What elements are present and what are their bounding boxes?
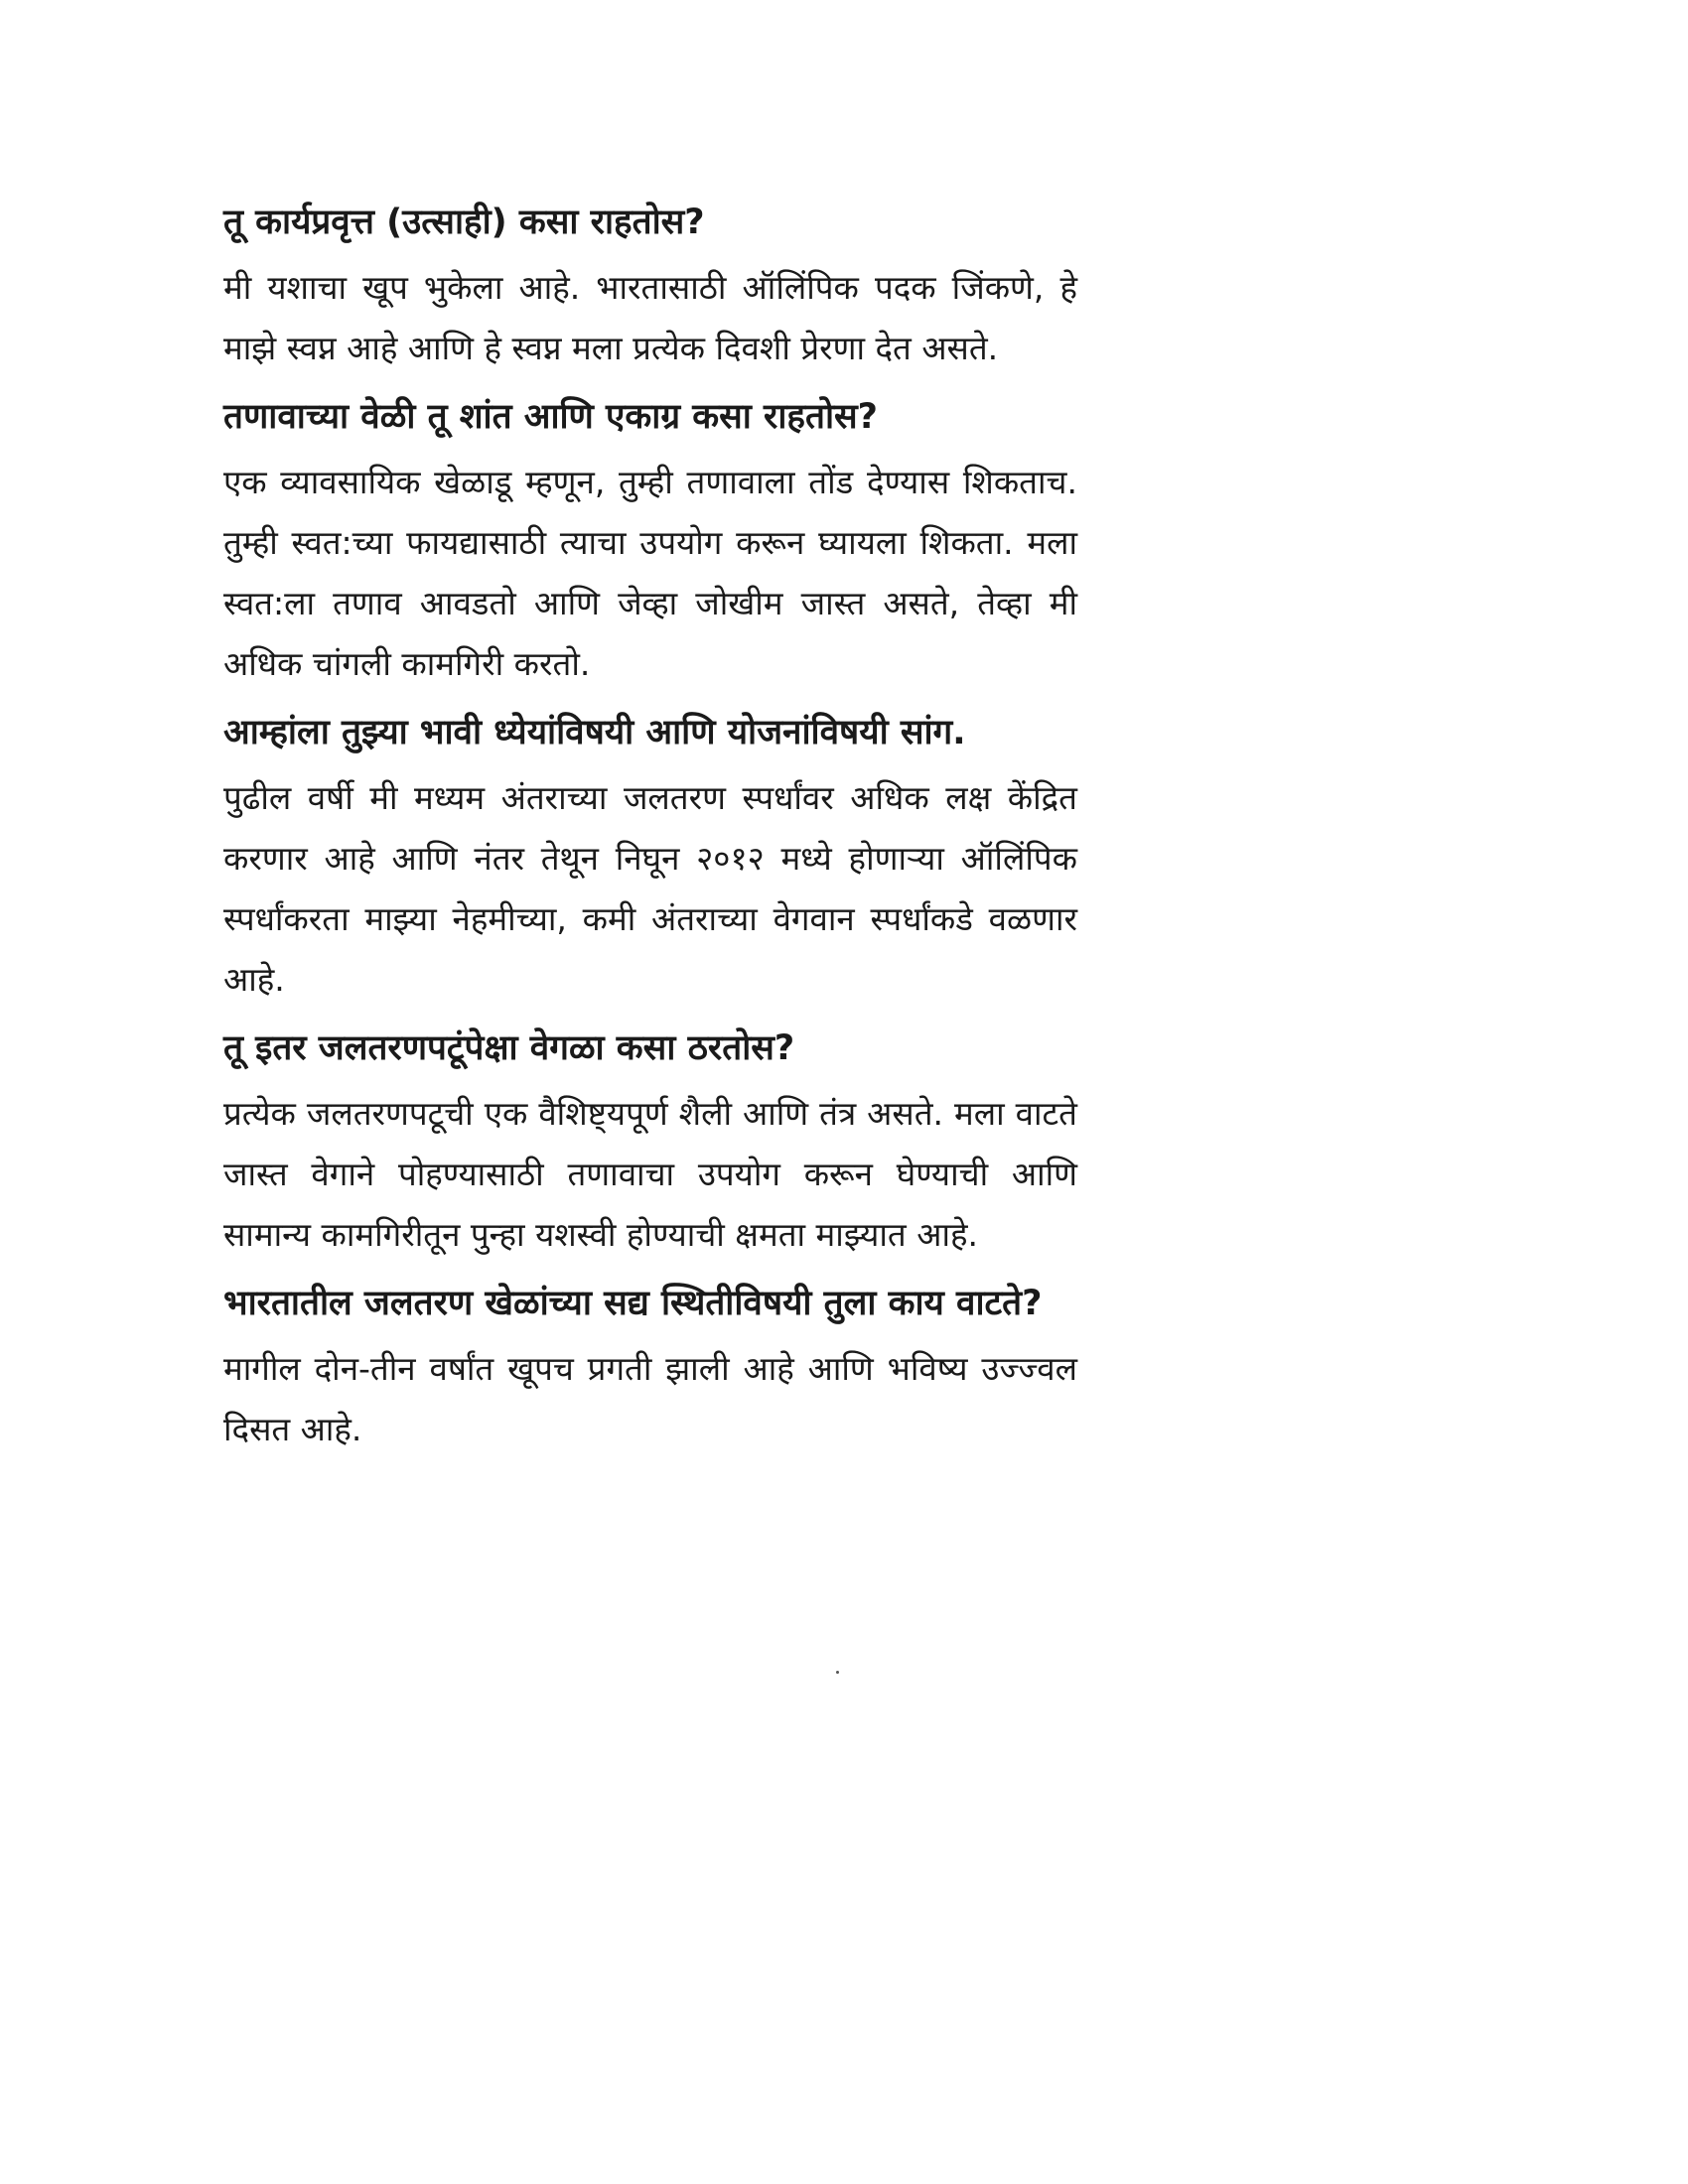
- qa-block-future-goals: [223, 704, 1077, 1010]
- answer-paragraph: पुढील वर्षी मी मध्यम अंतराच्या जलतरण स्पर्धांवर अधिक लक्ष केंद्रित करणार आहे आणि नंतर तेथून निघून २०१२ मध्ये होणाऱ्या ऑलिंपिक स्पर्धांकरता माझ्या नेहमीच्या, कमी अंतराच्या वेगवान स्पर्धांकडे वळणार आहे.: [223, 778, 1077, 999]
- answer-paragraph: प्रत्येक जलतरणपटूची एक वैशिष्ट्यपूर्ण शैली आणि तंत्र असते. मला वाटते जास्त वेगाने पोहण्यासाठी तणावाचा उपयोग करून घेण्याची आणि सामान्य कामगिरीतून पुन्हा यशस्वी होण्याची क्षमता माझ्यात आहे.: [223, 1094, 1077, 1254]
- qa-block-stress: [223, 388, 1077, 694]
- answer-paragraph: मी यशाचा खूप भुकेला आहे. भारतासाठी ऑलिंपिक पदक जिंकणे, हे माझे स्वप्न आहे आणि हे स्वप्न मला प्रत्येक दिवशी प्रेरणा देत असते.: [223, 268, 1077, 367]
- qa-block-difference: [223, 1020, 1077, 1265]
- qa-block-motivation: [223, 194, 1077, 378]
- answer-paragraph: एक व्यावसायिक खेळाडू म्हणून, तुम्ही तणावाला तोंड देण्यास शिकताच. तुम्ही स्वत:च्या फायद्यासाठी त्याचा उपयोग करून घ्यायला शिकता. मला स्वत:ला तणाव आवडतो आणि जेव्हा जोखीम जास्त असते, तेव्हा मी अधिक चांगली कामगिरी करतो.: [223, 463, 1077, 683]
- question-heading: आम्हांला तुझ्या भावी ध्येयांविषयी आणि योजनांविषयी सांग.: [223, 713, 966, 752]
- qa-block-swimming-in-india: [223, 1275, 1077, 1459]
- interview-page: [223, 194, 1077, 1469]
- scan-speck: [836, 1671, 839, 1674]
- question-heading: तणावाच्या वेळी तू शांत आणि एकाग्र कसा राहतोस?: [223, 397, 878, 437]
- answer-paragraph: मागील दोन-तीन वर्षांत खूपच प्रगती झाली आहे आणि भविष्य उज्ज्वल दिसत आहे.: [223, 1349, 1077, 1448]
- question-heading: तू कार्यप्रवृत्त (उत्साही) कसा राहतोस?: [223, 203, 705, 242]
- question-heading: भारतातील जलतरण खेळांच्या सद्य स्थितीविषयी तुला काय वाटते?: [223, 1284, 1043, 1323]
- question-heading: तू इतर जलतरणपटूंपेक्षा वेगळा कसा ठरतोस?: [223, 1028, 795, 1068]
